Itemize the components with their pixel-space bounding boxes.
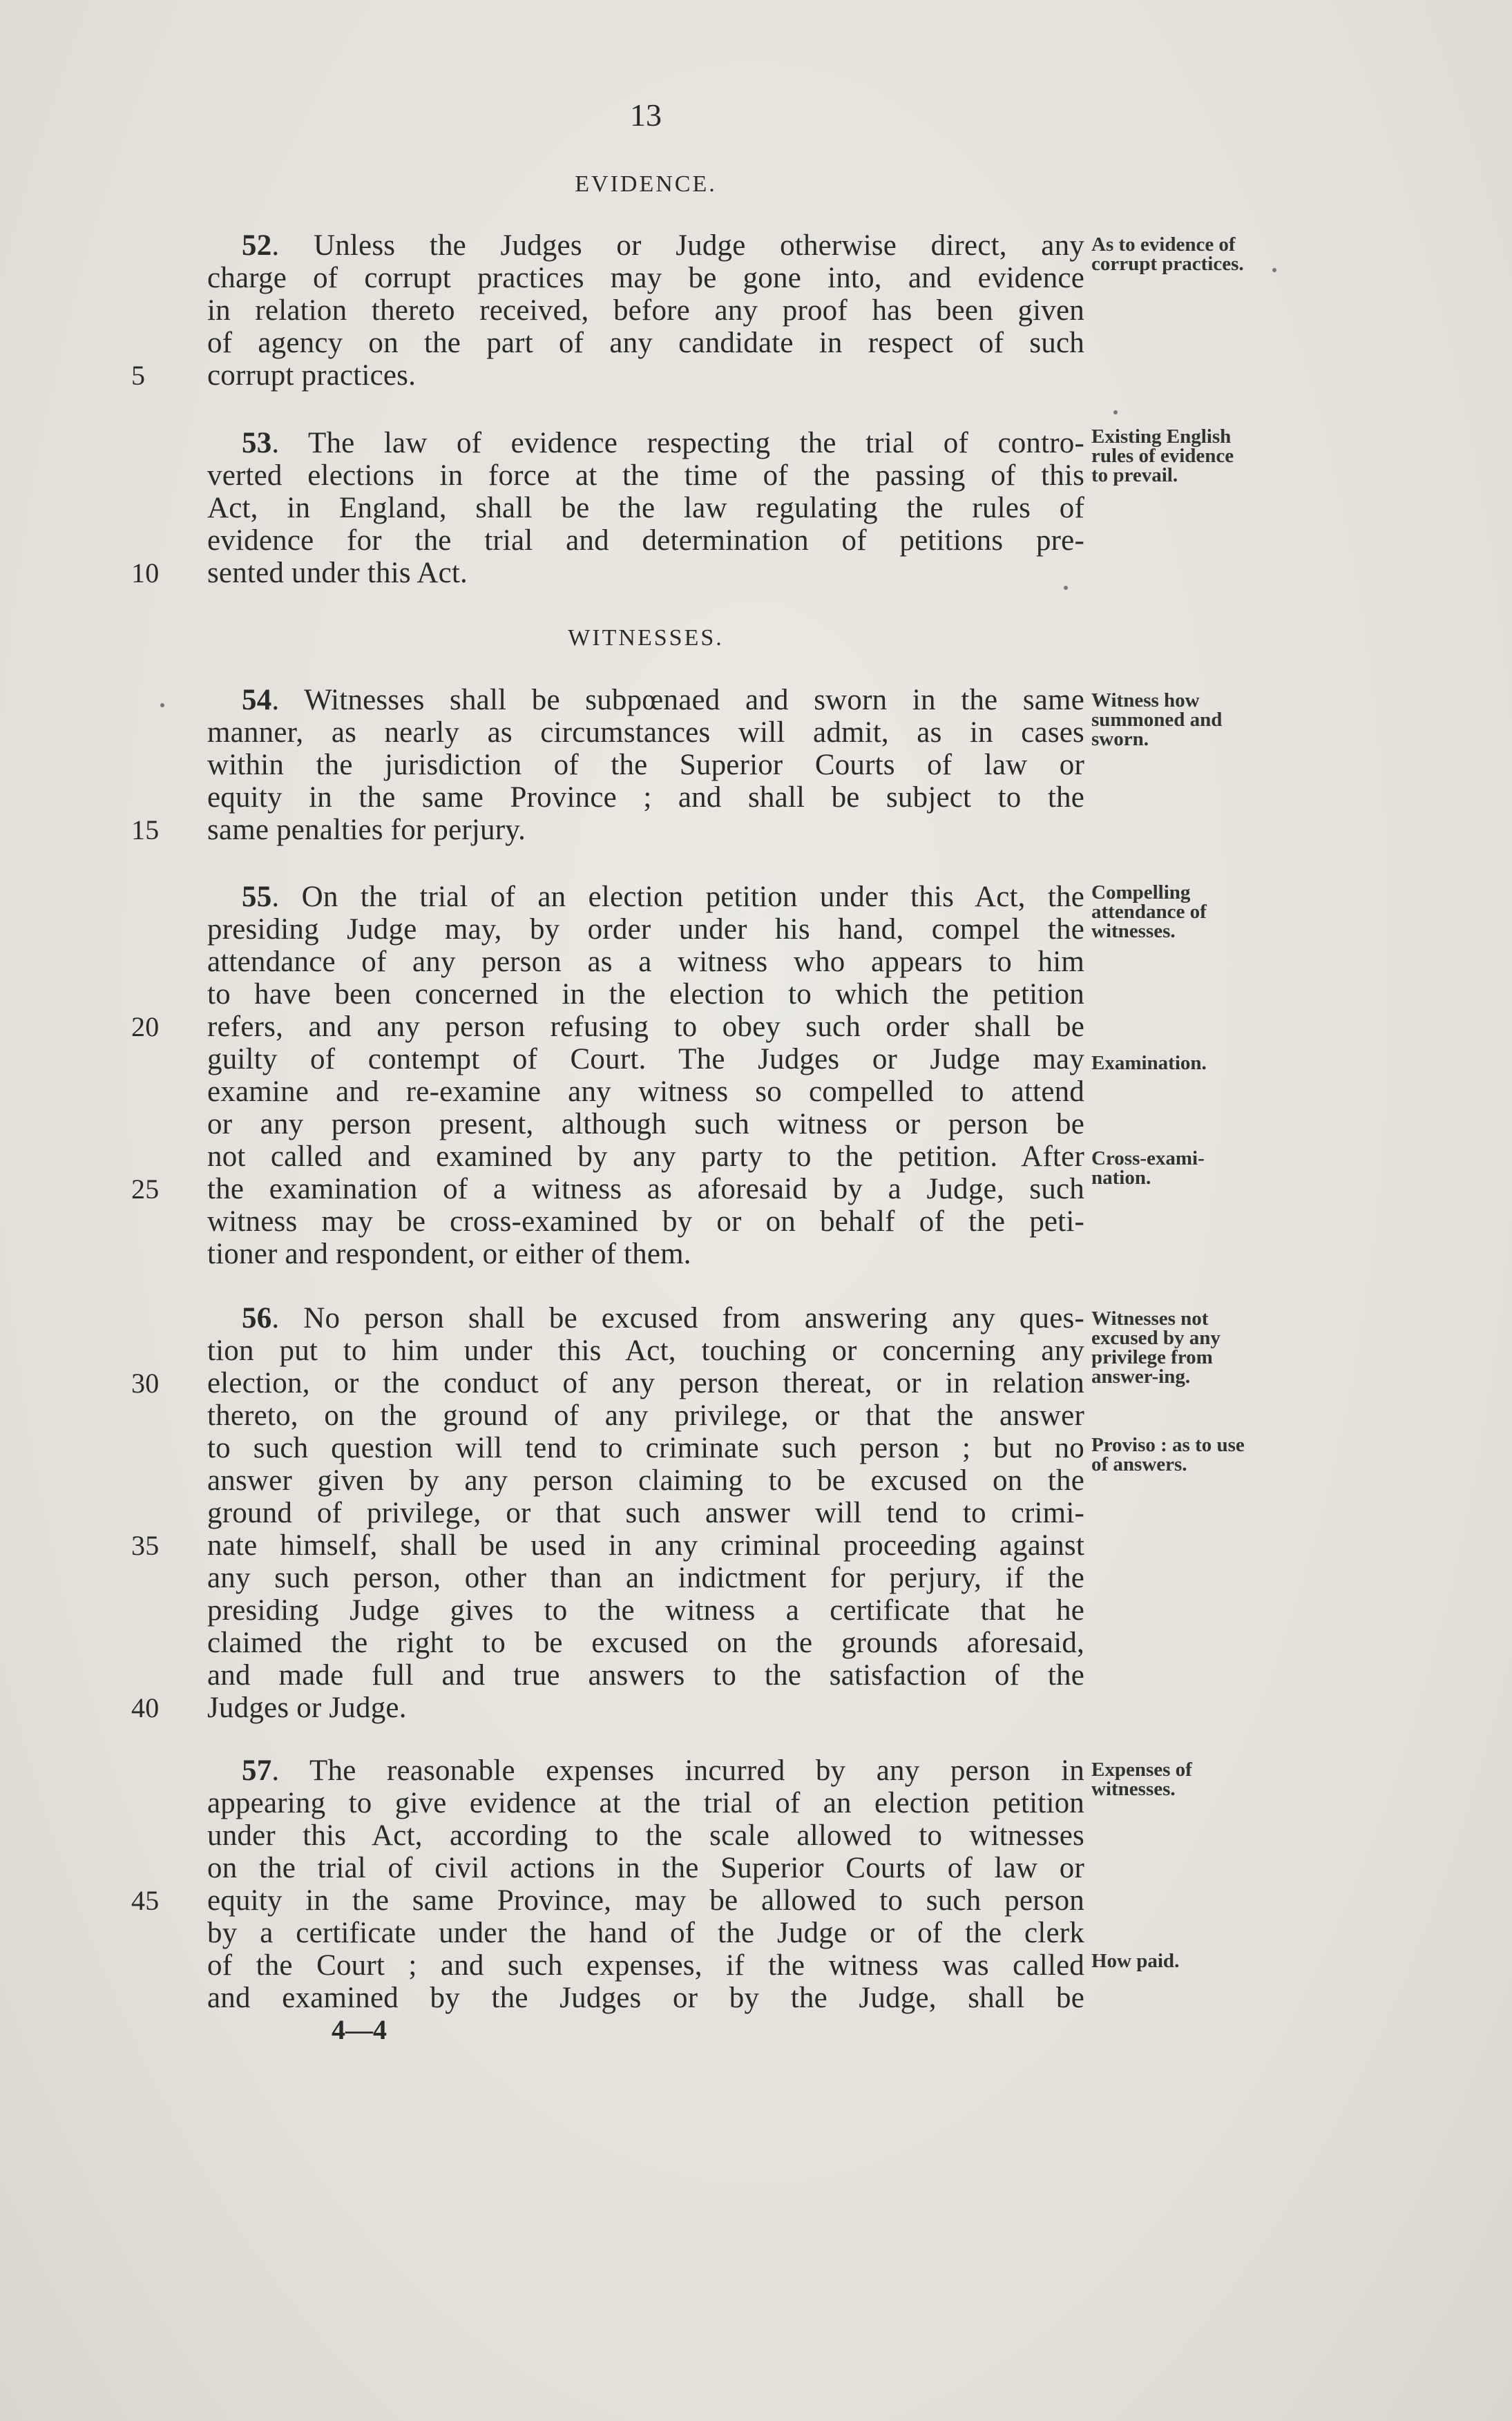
line-number: 20 [131,1011,160,1042]
text-line: 25 the examination of a witness as aforesaid by a Judge, such [131,1173,1084,1205]
text-line: thereto, on the ground of any privilege, or that the answer [207,1399,1084,1432]
line-number: 45 [131,1885,160,1916]
text-line: claimed the right to be excused on the grounds aforesaid, [207,1627,1084,1659]
text-line: and examined by the Judges or by the Judge, shall be [207,1982,1084,2014]
text-line: 56. No person shall be excused from answering any ques- [242,1302,1084,1334]
margin-note: Examination. [1091,1052,1207,1074]
text-line: in relation thereto received, before any proof has been given [207,294,1084,327]
section-52 [131,229,1084,392]
paper-speck [160,703,164,707]
line-number: 30 [131,1368,160,1399]
section-number: 54 [242,684,272,716]
margin-note: Cross-exami-nation. [1091,1147,1205,1189]
line-number: 40 [131,1692,160,1723]
text-line: by a certificate under the hand of the Judge or of the clerk [207,1917,1084,1949]
section-number: 55 [242,881,272,913]
line-number: 35 [131,1530,160,1561]
text-line: 35 nate himself, shall be used in any criminal proceeding against [131,1529,1084,1562]
text-line: answer given by any person claiming to be excused on the [207,1464,1084,1497]
text-line: examine and re-examine any witness so compelled to attend [207,1075,1084,1108]
text-line: 52. Unless the Judges or Judge otherwise direct, any [242,229,1084,262]
text-line: tion put to him under this Act, touching or concerning any [207,1334,1084,1367]
text-line: verted elections in force at the time of the passing of this [207,459,1084,492]
text-line: 57. The reasonable expenses incurred by any person in [242,1754,1084,1787]
margin-note: Witnesses not excused by any privilege from answer-ing. [1091,1308,1221,1388]
text-line: witness may be cross-examined by or on behalf of the peti- [207,1205,1084,1238]
text-line: on the trial of civil actions in the Superior Courts of law or [207,1852,1084,1884]
line-number: 10 [131,557,160,588]
section-53 [131,427,1085,589]
section-number: 56 [242,1302,272,1334]
text-line: Act, in England, shall be the law regulating the rules of [207,492,1084,524]
text-line: tioner and respondent, or either of them. [207,1238,691,1270]
line-number: 25 [131,1174,160,1205]
text-line: attendance of any person as a witness who appears to him [207,946,1084,978]
text-line: 54. Witnesses shall be subpœnaed and sworn in the same [242,684,1084,716]
line-number: 15 [131,814,160,845]
text-line: or any person present, although such witness or person be [207,1108,1084,1140]
text-line: of the Court ; and such expenses, if the witness was called [207,1949,1084,1982]
section-number: 53 [242,427,272,459]
paper-speck [1064,586,1068,590]
text-line: charge of corrupt practices may be gone into, and evidence [207,262,1084,294]
text-line: guilty of contempt of Court. The Judges or Judge may [207,1043,1084,1075]
section-55 [131,881,1084,1270]
text-line: 53. The law of evidence respecting the trial of contro- [242,427,1085,459]
text-line: 45 equity in the same Province, may be allowed to such person [131,1884,1084,1917]
text-line: to such question will tend to criminate such person ; but no [207,1432,1084,1464]
text-line: to have been concerned in the election to which the petition [207,978,1084,1011]
text-line: any such person, other than an indictment for perjury, if the [207,1562,1084,1594]
text-line: 40 Judges or Judge. [131,1692,407,1724]
margin-note: Compelling attendance of witnesses. [1091,881,1207,942]
heading-evidence: EVIDENCE. [575,171,717,197]
section-number: 52 [242,229,272,262]
text-line: 20 refers, and any person refusing to obey such order shall be [131,1011,1084,1043]
margin-note: Proviso : as to use of answers. [1091,1434,1245,1475]
line-number: 5 [131,360,146,391]
margin-note: Expenses of witnesses. [1091,1759,1192,1800]
text-line: presiding Judge gives to the witness a certificate that he [207,1594,1084,1627]
text-line: evidence for the trial and determination of petitions pre- [207,524,1084,557]
text-line: 15 same penalties for perjury. [131,814,526,846]
signature-mark: 4—4 [332,2014,387,2045]
text-line: within the jurisdiction of the Superior Courts of law or [207,749,1084,781]
section-54 [131,684,1084,846]
section-57 [131,1754,1084,2014]
page-number: 13 [630,97,662,133]
text-line: ground of privilege, or that such answer will tend to crimi- [207,1497,1084,1529]
text-line: and made full and true answers to the satisfaction of the [207,1659,1084,1692]
margin-note: How paid. [1091,1950,1180,1972]
margin-note: Existing English rules of evidence to prevail. [1091,425,1234,486]
paper-speck [1272,268,1276,272]
heading-witnesses: WITNESSES. [568,625,724,651]
text-line: equity in the same Province ; and shall be subject to the [207,781,1084,814]
text-line: of agency on the part of any candidate in respect of such [207,327,1084,359]
text-line: 55. On the trial of an election petition under this Act, the [242,881,1084,913]
section-56 [131,1302,1084,1724]
text-line: appearing to give evidence at the trial of an election petition [207,1787,1084,1819]
paper-speck [1113,410,1118,414]
text-line: 30 election, or the conduct of any person thereat, or in relation [131,1367,1084,1399]
text-line: not called and examined by any party to the petition. After [207,1140,1084,1173]
section-number: 57 [242,1754,272,1787]
text-line: 10 sented under this Act. [131,557,468,589]
margin-note: As to evidence of corrupt practices. [1091,233,1244,275]
text-line: 5 corrupt practices. [131,359,417,392]
margin-note: Witness how summoned and sworn. [1091,689,1223,750]
text-line: manner, as nearly as circumstances will admit, as in cases [207,716,1084,749]
text-line: presiding Judge may, by order under his hand, compel the [207,913,1084,946]
text-line: under this Act, according to the scale allowed to witnesses [207,1819,1084,1852]
